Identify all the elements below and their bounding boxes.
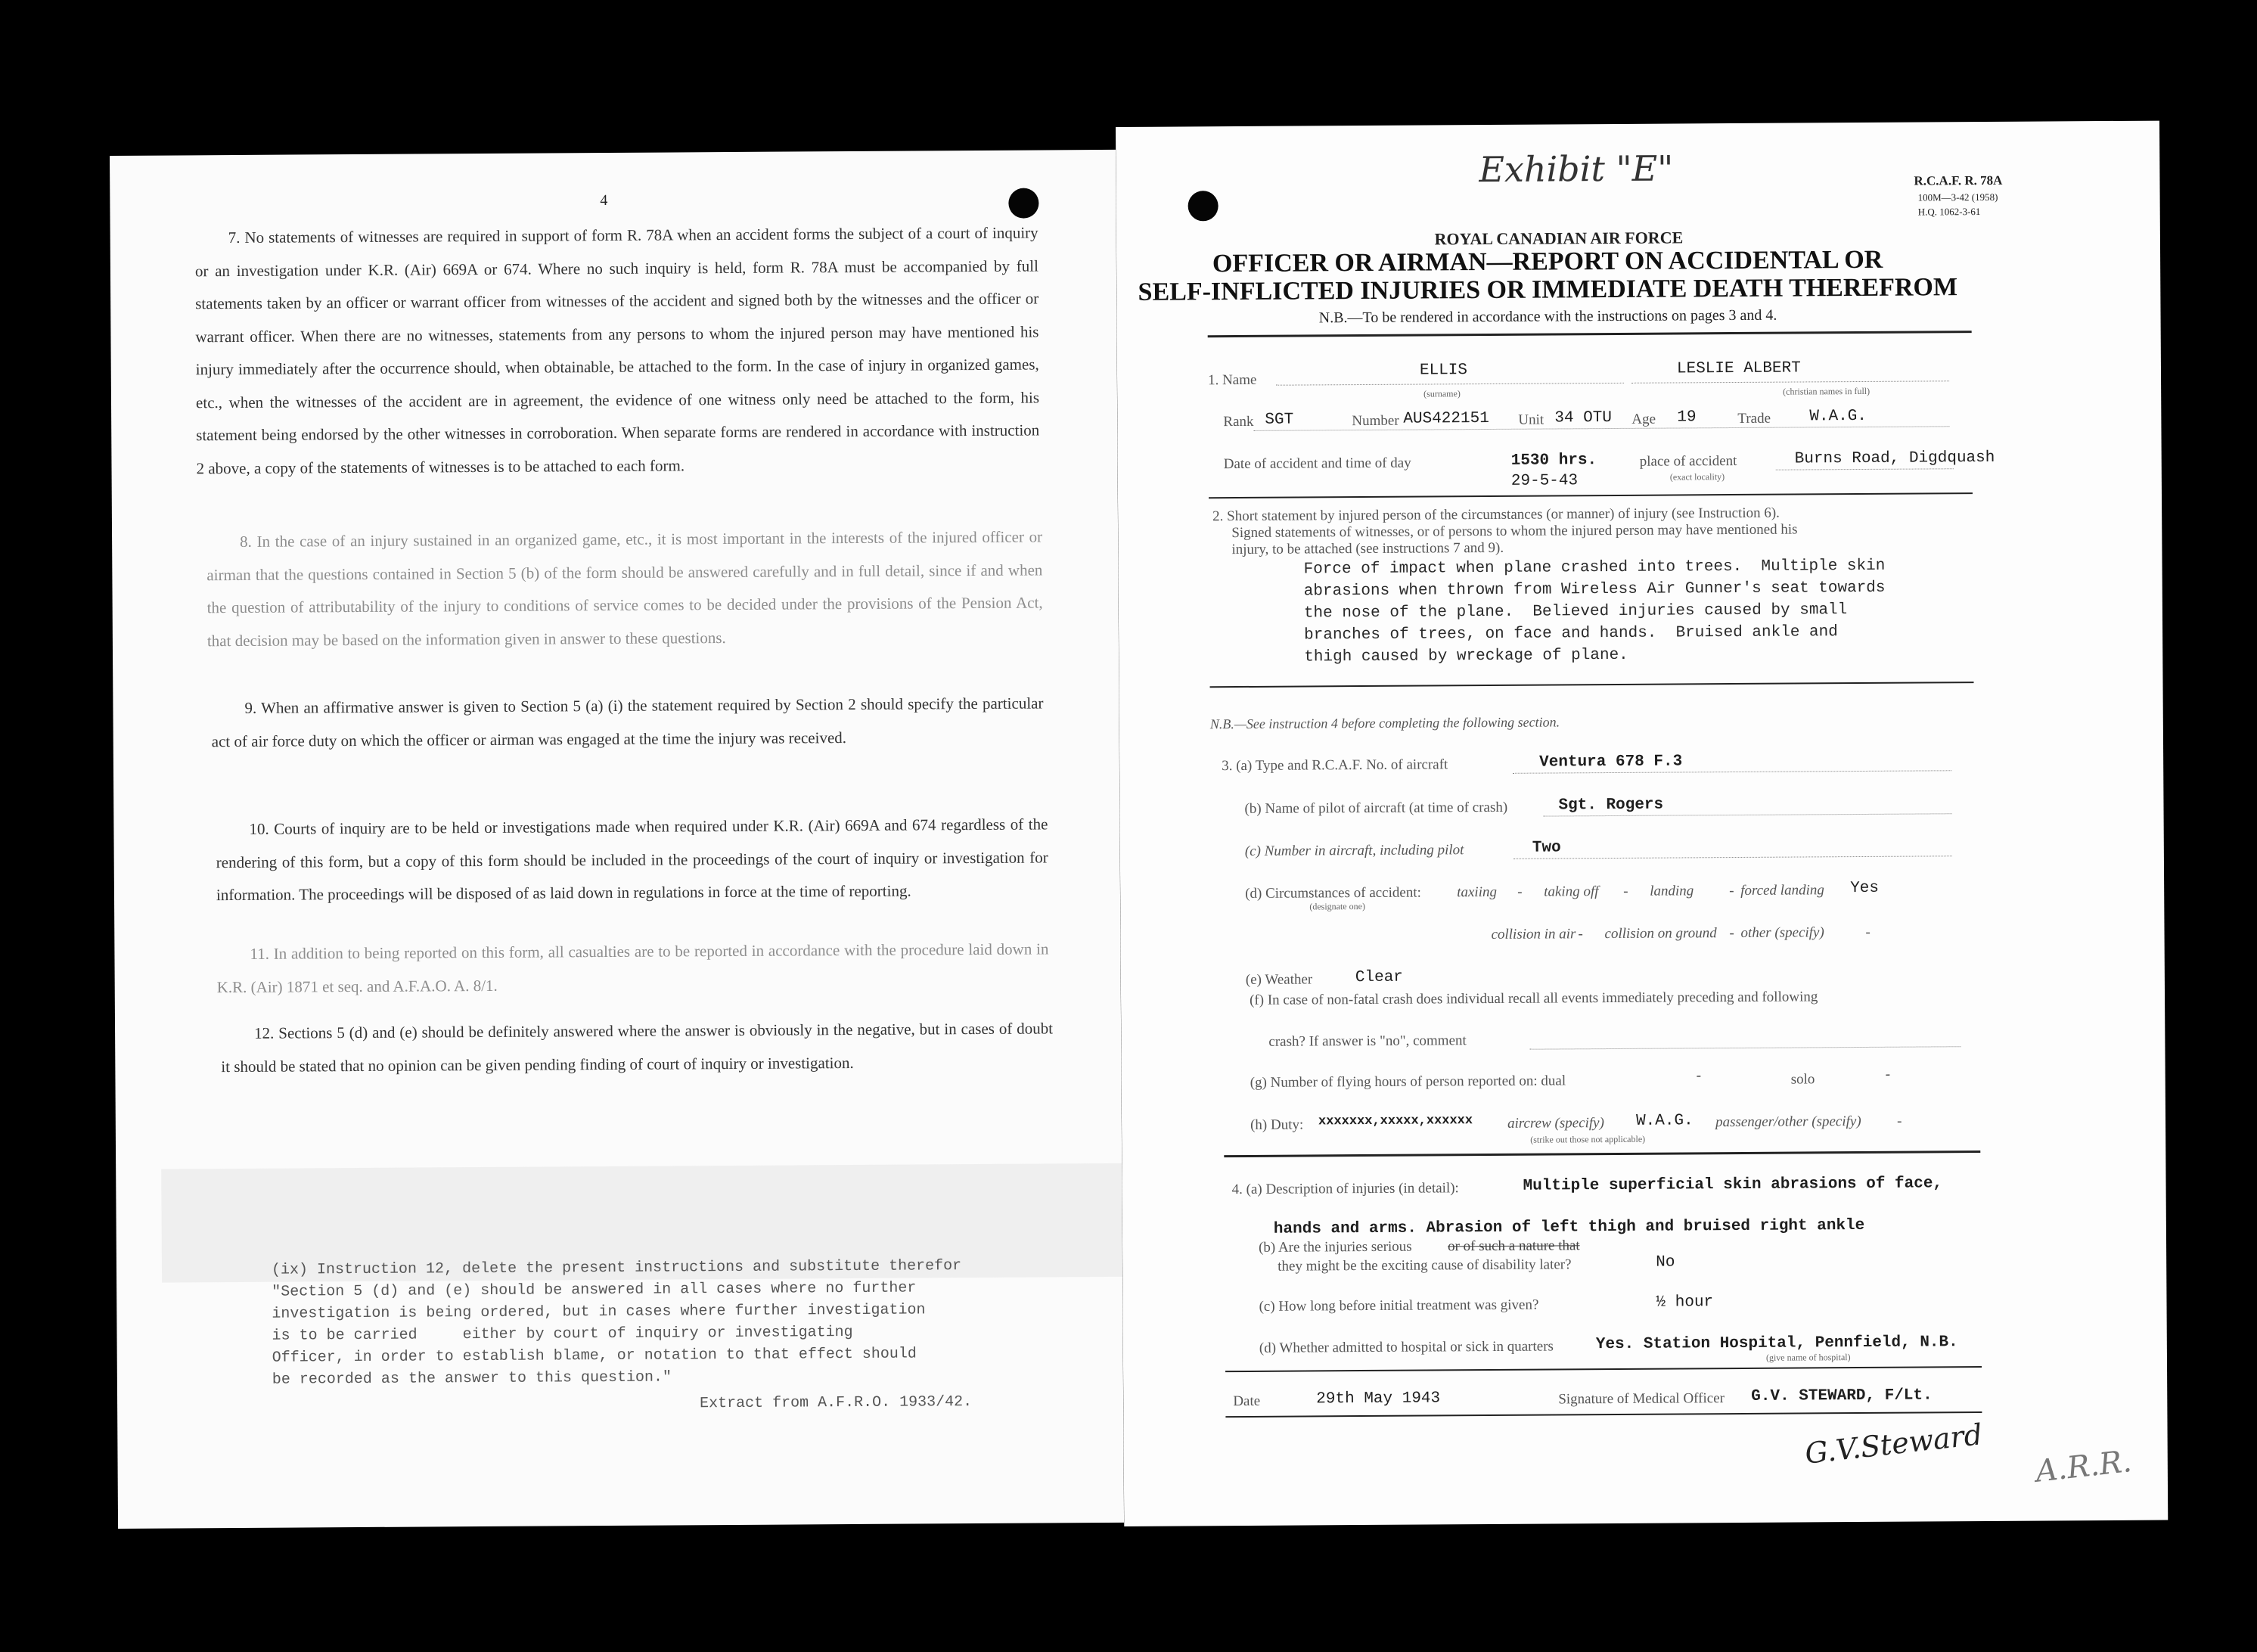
- statement-label-line3: injury, to be attached (see instructions 7 and 9).: [1231, 539, 1504, 558]
- number-label: Number: [1352, 412, 1399, 430]
- treatment-label: (c) How long before initial treatment was given?: [1259, 1296, 1539, 1315]
- strike-out-caption: (strike out those not applicable): [1530, 1133, 1646, 1145]
- form-title-line2: SELF-INFLICTED INJURIES OR IMMEDIATE DEATH THEREFROM: [1138, 273, 1958, 306]
- right-page: [1116, 121, 2168, 1526]
- serious-struck-text: or of such a nature that: [1447, 1237, 1580, 1255]
- passenger-label: passenger/other (specify): [1715, 1113, 1861, 1131]
- recall-label-line1: (f) In case of non-fatal crash does individual recall all events immediately preceding and following: [1249, 989, 1818, 1008]
- pilot-value: Sgt. Rogers: [1558, 796, 1664, 815]
- serious-label-line1: (b) Are the injuries serious: [1258, 1238, 1412, 1256]
- taking-off-option: taking off: [1544, 883, 1599, 900]
- trade-label: Trade: [1737, 410, 1771, 427]
- nb-instructions: N.B.—To be rendered in accordance with the instructions on pages 3 and 4.: [1318, 306, 1777, 327]
- weather-value: Clear: [1355, 968, 1403, 987]
- christian-caption: (christian names in full): [1783, 385, 1870, 397]
- collision-ground-option: collision on ground: [1604, 925, 1717, 942]
- date-time-label: Date of accident and time of day: [1223, 455, 1411, 473]
- instruction-10: 10. Courts of inquiry are to be held or investigations made when required under K.R. (Air) 669A and 674 regardless of the rendering of this form, but a copy of this form should be included in the proceedings of the court of inquiry or investigation for information. The proceedings will be disposed of as laid down in regulations in force at the time of reporting.: [216, 815, 1048, 905]
- punch-hole: [1008, 188, 1038, 218]
- exhibit-handwriting: [1471, 138, 1774, 200]
- name-label: 1. Name: [1207, 371, 1257, 389]
- christian-names-value: LESLIE ALBERT: [1676, 359, 1801, 378]
- weather-label: (e) Weather: [1245, 971, 1313, 988]
- number-in-aircraft-label: (c) Number in aircraft, including pilot: [1244, 842, 1464, 859]
- svg-text:G.V.Steward: G.V.Steward: [1803, 1418, 1985, 1470]
- number-in-aircraft-value: Two: [1532, 839, 1561, 857]
- place-caption: (exact locality): [1669, 471, 1725, 483]
- age-value: 19: [1677, 408, 1697, 427]
- section3-rule: [1224, 1150, 1980, 1157]
- taxiing-option: taxiing: [1457, 883, 1498, 901]
- injuries-label: 4. (a) Description of injuries (in detail):: [1231, 1180, 1459, 1198]
- serious-label-line2: they might be the exciting cause of disability later?: [1278, 1256, 1572, 1275]
- initials-handwritten: [2028, 1430, 2165, 1498]
- injuries-value-line2: hands and arms. Abrasion of left thigh and bruised right ankle: [1273, 1216, 1865, 1238]
- unit-label: Unit: [1518, 411, 1545, 428]
- form-title-line1: OFFICER OR AIRMAN—REPORT ON ACCIDENTAL OR: [1212, 245, 1883, 278]
- hospital-label: (d) Whether admitted to hospital or sick in quarters: [1259, 1338, 1554, 1356]
- svg-text:A.R.R.: A.R.R.: [2033, 1444, 2134, 1489]
- solo-label: solo: [1790, 1071, 1815, 1088]
- landing-dash: -: [1729, 883, 1734, 899]
- trade-value: W.A.G.: [1809, 407, 1867, 426]
- circumstances-caption: (designate one): [1309, 901, 1365, 912]
- form-code: R.C.A.F. R. 78A: [1914, 172, 2003, 188]
- punch-hole: [1188, 191, 1219, 221]
- collision-air-dash: -: [1578, 926, 1583, 942]
- rank-value: SGT: [1265, 411, 1294, 429]
- amendment-text: (ix) Instruction 12, delete the present instructions and substitute therefor "Section 5 (d) and (e) should be answered in all cases where no further investigation is being ordered, but in cases where further investigation is to be carried either by court of inquiry or investigating Officer, in order to establish blame, or notation to that effect should be recorded as the answer to this question.": [271, 1257, 962, 1389]
- form-hq-code: H.Q. 1062-3-61: [1917, 206, 1981, 218]
- age-label: Age: [1631, 411, 1656, 427]
- collision-ground-dash: -: [1729, 925, 1734, 942]
- aircraft-type-label: 3. (a) Type and R.C.A.F. No. of aircraft: [1222, 756, 1448, 775]
- surname-caption: (surname): [1423, 388, 1461, 399]
- form-print-code: 100M—3-42 (1958): [1917, 191, 1998, 203]
- left-page: [110, 150, 1124, 1529]
- hospital-value: Yes. Station Hospital, Pennfield, N.B.: [1595, 1334, 1958, 1354]
- collision-air-option: collision in air: [1491, 926, 1576, 942]
- instruction-11: 11. In addition to being reported on this form, all casualties are to be reported in accordance with the procedure laid down in K.R. (Air) 1871 et seq. and A.F.A.O. A. 8/1.: [216, 939, 1049, 996]
- other-dash: -: [1865, 924, 1870, 940]
- aircraft-type-value: Ventura 678 F.3: [1539, 753, 1683, 772]
- page-number: 4: [600, 191, 608, 210]
- recall-label-line2: crash? If answer is "no", comment: [1268, 1032, 1467, 1050]
- footer-date-label: Date: [1233, 1393, 1261, 1410]
- taking-off-dash: -: [1623, 883, 1628, 899]
- section2-rule: [1210, 682, 1974, 688]
- header-rule: [1208, 331, 1972, 337]
- instruction-9: 9. When an affirmative answer is given to Section 5 (a) (i) the statement required by Section 2 should specify the particular act of air force duty on which the officer or airman was engaged at the time the injury was received.: [211, 694, 1044, 750]
- amendment-source: Extract from A.F.R.O. 1933/42.: [700, 1393, 973, 1413]
- taxiing-dash: -: [1517, 883, 1523, 900]
- duty-value: W.A.G.: [1635, 1112, 1694, 1130]
- surname-value: ELLIS: [1419, 362, 1468, 380]
- forced-landing-value: Yes: [1850, 879, 1880, 898]
- circumstances-label: (d) Circumstances of accident:: [1245, 884, 1421, 902]
- flying-hours-label: (g) Number of flying hours of person reported on: dual: [1250, 1073, 1566, 1091]
- injury-statement: Force of impact when plane crashed into trees. Multiple skin abrasions when thrown from Wireless Air Gunner's seat towards the nose of the plane. Believed injuries caused by small branches of trees, on face and hands. Bruised ankle and thigh caused by wreckage of plane.: [1303, 557, 1886, 666]
- instruction-8: 8. In the case of an injury sustained in an organized game, etc., it is most important in the interests of the injured officer or airman that the questions contained in Section 5 (b) of the form should be answered carefully and in full detail, since if and when the question of attributability of the injury to conditions of service comes to be decided under the provisions of the Pension Act, that decision may be based on the information given in answer to these questions.: [206, 527, 1043, 650]
- pilot-label: (b) Name of pilot of aircraft (at time of crash): [1244, 799, 1508, 817]
- org-name: ROYAL CANADIAN AIR FORCE: [1434, 228, 1684, 249]
- rank-label: Rank: [1223, 413, 1254, 430]
- number-value: AUS422151: [1403, 409, 1489, 428]
- serious-value: No: [1656, 1253, 1675, 1272]
- medical-officer-signature: [1789, 1408, 2001, 1477]
- dual-dash: -: [1696, 1067, 1702, 1084]
- time-value: 1530 hrs.: [1510, 452, 1597, 470]
- number-line: [1513, 856, 1952, 859]
- signature-label: Signature of Medical Officer: [1558, 1390, 1725, 1408]
- hospital-caption: (give name of hospital): [1765, 1352, 1851, 1363]
- section4-rule: [1225, 1366, 1982, 1372]
- christian-line: [1631, 380, 1949, 384]
- svg-text:Exhibit "E": Exhibit "E": [1479, 148, 1674, 191]
- forced-landing-option: forced landing: [1740, 882, 1824, 899]
- landing-option: landing: [1650, 883, 1694, 899]
- signature-value: G.V. STEWARD, F/Lt.: [1751, 1386, 1933, 1405]
- statement-label-line1: 2. Short statement by injured person of the circumstances (or manner) of injury (see Instruction 6).: [1212, 505, 1780, 525]
- place-label: place of accident: [1639, 452, 1737, 470]
- aircrew-label: aircrew (specify): [1507, 1115, 1604, 1132]
- duty-struck-text: xxxxxxx,xxxxx,xxxxxx: [1318, 1113, 1473, 1129]
- treatment-value: ½ hour: [1656, 1293, 1714, 1312]
- date-value: 29-5-43: [1510, 472, 1579, 490]
- other-option: other (specify): [1740, 924, 1824, 941]
- statement-label-line2: Signed statements of witnesses, or of persons to whom the injured person may have mentioned his: [1231, 521, 1798, 542]
- recall-line: [1529, 1046, 1961, 1049]
- instruction-12: 12. Sections 5 (d) and (e) should be definitely answered where the answer is obviously in the negative, but in cases of doubt it should be stated that no opinion can be given pending finding of court of inquiry or investigation.: [221, 1019, 1054, 1076]
- surname-line: [1276, 383, 1624, 386]
- duty-label: (h) Duty:: [1250, 1116, 1304, 1133]
- injuries-value-line1: Multiple superficial skin abrasions of face,: [1523, 1175, 1943, 1195]
- solo-dash: -: [1885, 1066, 1891, 1082]
- unit-value: 34 OTU: [1554, 409, 1613, 427]
- nb-section4: N.B.—See instruction 4 before completing the following section.: [1209, 714, 1560, 732]
- footer-date-value: 29th May 1943: [1316, 1390, 1441, 1408]
- passenger-dash: -: [1896, 1113, 1902, 1129]
- place-value: Burns Road, Digdquash: [1794, 449, 1995, 468]
- place-line: [1776, 468, 1954, 470]
- section1-rule: [1209, 492, 1973, 498]
- instruction-7: 7. No statements of witnesses are required in support of form R. 78A when an accident forms the subject of a court of inquiry or an investigation under K.R. (Air) 669A or 674. Where no such inquiry is held, form R. 78A must be accompanied by full statements taken by an officer or warrant officer from witnesses of the accident and signed both by the witnesses and the officer or warrant officer. When there are no witnesses, statements from any persons to whom the injured person may have mentioned his injury immediately after the occurrence should, when obtainable, be attached to the form. In the case of injury in organized games, etc., when the witnesses of the accident are in agreement, the evidence of one witness only need be attached to the form, his statement being endorsed by the other witnesses in corroboration. When separate forms are rendered in accordance with instruction 2 above, a copy of the statements of witnesses is to be attached to each form.: [194, 223, 1040, 477]
